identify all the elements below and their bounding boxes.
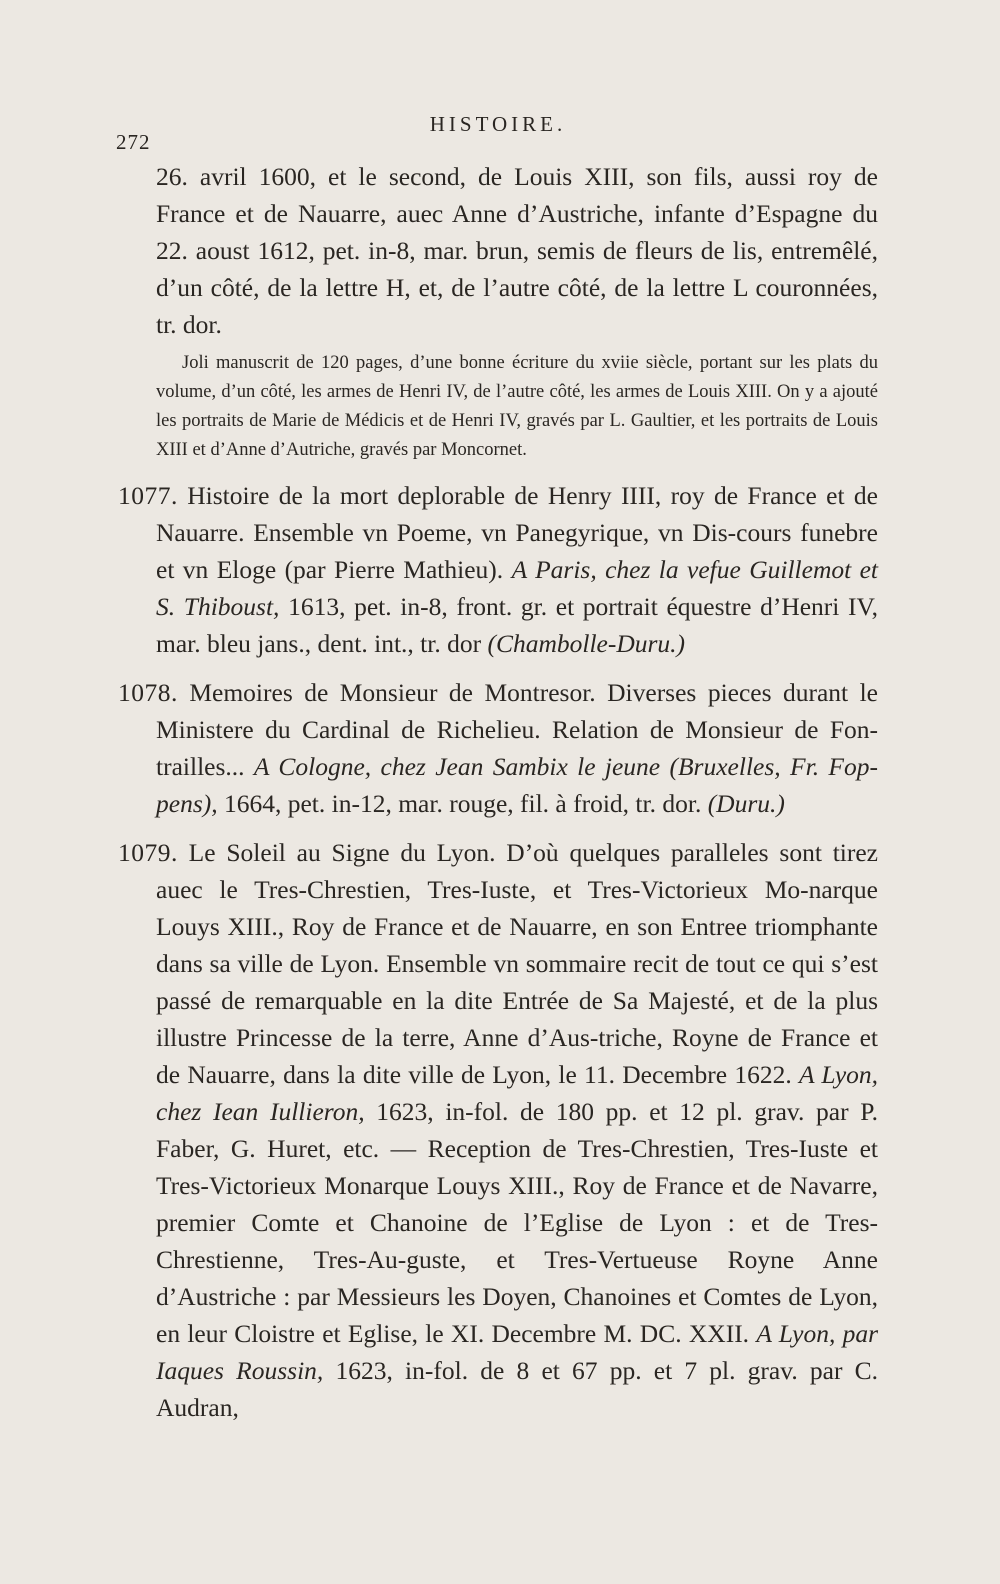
entry-text: Histoire de la mort deplorable de Henry IIII, roy de France et de Nauarre. Ensemble vn Poeme, vn Panegyrique, vn Dis-cours funebre et vn Eloge (par Pierre Mathieu). bbox=[156, 481, 878, 584]
catalog-entry-1077 bbox=[118, 477, 878, 662]
running-title: HISTOIRE. bbox=[429, 112, 567, 136]
entry-text: 1623, in-fol. de 8 et 67 pp. et 7 pl. grav. par C. Audran, bbox=[156, 1356, 879, 1422]
entry-number: 1077. bbox=[118, 481, 178, 510]
entry-binder: (Duru.) bbox=[707, 789, 785, 818]
page-number: 272 bbox=[116, 130, 151, 154]
entry-imprint: A Cologne, chez Jean Sambix le jeune (Bruxelles, Fr. Fop-pens), bbox=[156, 752, 879, 818]
catalog-entry-1078 bbox=[118, 674, 878, 822]
running-head bbox=[116, 112, 880, 152]
page-body bbox=[118, 158, 878, 1426]
bibliographic-note bbox=[118, 349, 878, 465]
entry-imprint: A Lyon, chez Iean Iullieron, bbox=[156, 1060, 879, 1126]
entry-text: Le Soleil au Signe du Lyon. D’où quelques paralleles sont tirez auec le Tres-Chrestien, Tres-Iuste, et Tres-Victorieux Mo-narque Louys XIII., Roy de France et de Nauarre, en son Entree triomphante dans sa ville de Lyon. Ensemble vn sommaire recit de tout ce qui s’est passé de remarquable en la dite Entrée de Sa Majesté, et de la plus illustre Princesse de la terre, Anne d’Aus-triche, Royne de France et de Nauarre, dans la dite ville de Lyon, le 11. Decembre 1622. bbox=[156, 838, 878, 1089]
catalog-entry-1079 bbox=[118, 834, 878, 1426]
continuation-text: 26. avril 1600, et le second, de Louis XIII, son fils, aussi roy de France et de Nauarre, auec Anne d’Austriche, infante d’Espagne du 22. aoust 1612, pet. in-8, mar. brun, semis de fleurs de lis, entremêlé, d’un côté, de la lettre H, et, de l’autre côté, de la lettre L couronnées, tr. dor. bbox=[156, 162, 878, 339]
entry-text: 1664, pet. in-12, mar. rouge, fil. à froid, tr. dor. bbox=[223, 789, 702, 818]
entry-text: Memoires de Monsieur de Montresor. Diverses pieces durant le Ministere du Cardinal de Richelieu. Relation de Monsieur de Fon-trailles... bbox=[156, 678, 878, 781]
entry-number: 1079. bbox=[118, 838, 178, 867]
entry-text: 1613, pet. in-8, front. gr. et portrait équestre d’Henri IV, mar. bleu jans., dent. int., tr. dor bbox=[156, 592, 879, 658]
continuation-paragraph bbox=[118, 158, 878, 343]
entry-text: 1623, in-fol. de 180 pp. et 12 pl. grav. par P. Faber, G. Huret, etc. — Reception de Tres-Chrestien, Tres-Iuste et Tres-Victorieux Monarque Louys XIII., Roy de France et de Navarre, premier Comte et Chanoine de l’Eglise de Lyon : et de Tres-Chrestienne, Tres-Au-guste, et Tres-Vertueuse Royne Anne d’Austriche : par Messieurs les Doyen, Chanoines et Comtes de Lyon, en leur Cloistre et Eglise, le XI. Decembre M. DC. XXII. bbox=[156, 1097, 878, 1348]
entry-binder: (Chambolle-Duru.) bbox=[487, 629, 686, 658]
entry-imprint: A Lyon, par Iaques Roussin, bbox=[156, 1319, 879, 1385]
entry-imprint: A Paris, chez la vefue Guillemot et S. Thiboust, bbox=[156, 555, 879, 621]
entry-number: 1078. bbox=[118, 678, 178, 707]
note-text: Joli manuscrit de 120 pages, d’une bonne écriture du xviie siècle, portant sur les plats du volume, d’un côté, les armes de Henri IV, de l’autre côté, les armes de Louis XIII. On y a ajouté les portraits de Marie de Médicis et de Henri IV, gravés par L. Gaultier, et les portraits de Louis XIII et d’Anne d’Autriche, gravés par Moncornet. bbox=[156, 353, 878, 460]
